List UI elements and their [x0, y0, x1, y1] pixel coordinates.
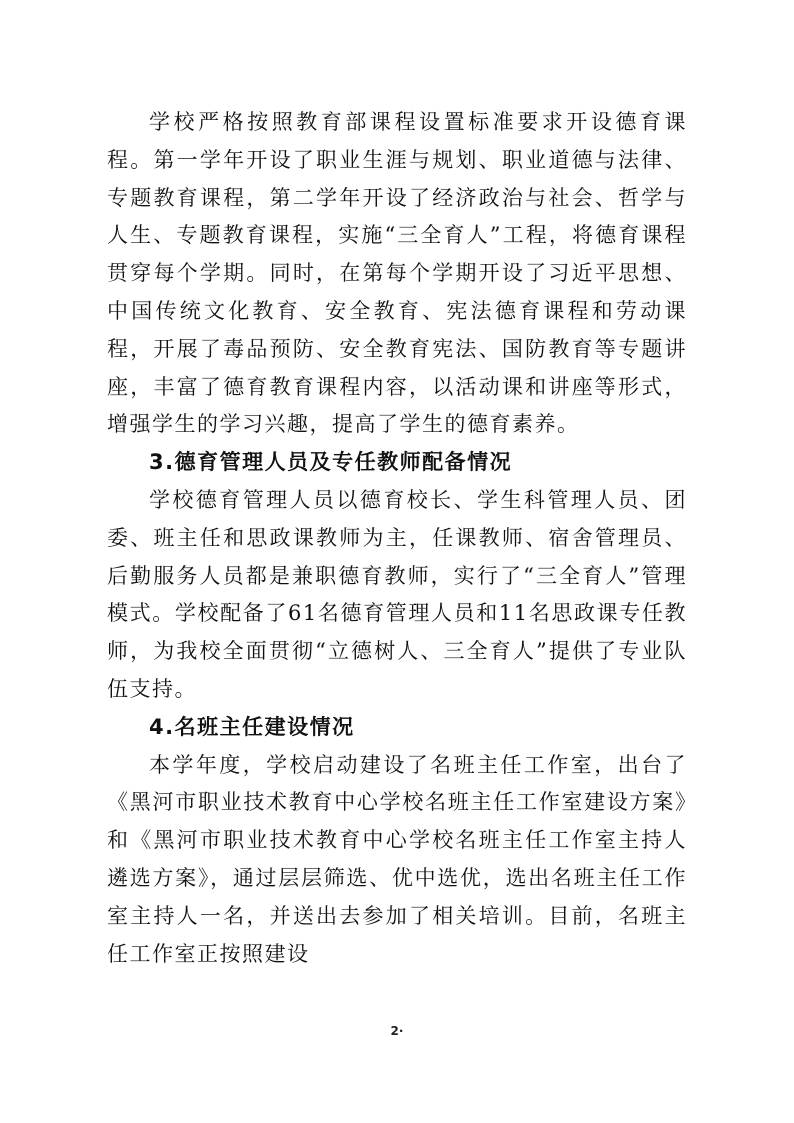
heading-moral-staff: 3.德育管理人员及专任教师配备情况 — [149, 450, 513, 475]
paragraph-moral-curriculum: 学校严格按照教育部课程设置标准要求开设德育课程。第一学年开设了职业生涯与规划、职业道德与法律、专题教育课程，第二学年开设了经济政治与社会、哲学与人生、专题教育课程，实施“三全育人”工程，将德育课程贯穿每个学期。同时，在第每个学期开设了习近平思想、中国传统文化教育、安全教育、宪法德育课程和劳动课程，开展了毒品预防、安全教育宪法、国防教育等专题讲座，丰富了德育教育课程内容，以活动课和讲座等形式，增强学生的学习兴趣，提高了学生的德育素养。 — [107, 110, 687, 437]
heading-head-teacher-studio: 4.名班主任建设情况 — [149, 714, 355, 739]
page-number: 2· — [390, 1024, 404, 1038]
paragraph-head-teacher-studio: 本学年度，学校启动建设了名班主任工作室，出台了《黑河市职业技术教育中心学校名班主任工作室建设方案》和《黑河市职业技术教育中心学校名班主任工作室主持人遴选方案》，通过层层筛选、优中选优，选出名班主任工作室主持人一名，并送出去参加了相关培训。目前，名班主任工作室正按照建设 — [107, 752, 687, 966]
paragraph-moral-staff: 学校德育管理人员以德育校长、学生科管理人员、团委、班主任和思政课教师为主，任课教师、宿舍管理员、后勤服务人员都是兼职德育教师，实行了“三全育人”管理模式。学校配备了61名德育管理人员和11名思政课专任教师，为我校全面贯彻“立德树人、三全育人”提供了专业队伍支持。 — [107, 487, 687, 701]
document-body — [107, 104, 687, 973]
